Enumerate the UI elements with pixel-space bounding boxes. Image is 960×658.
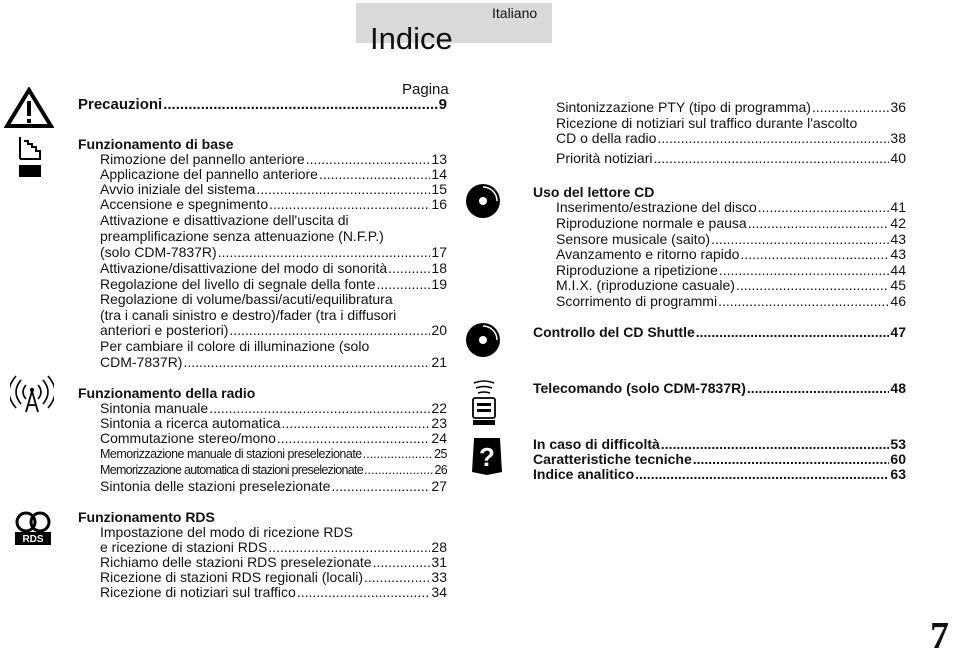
hand-icon	[16, 135, 44, 179]
toc-entry[interactable]: Sintonia manuale ..... 22	[100, 401, 447, 416]
toc-entry[interactable]: Regolazione del livello di segnale della fonte ..... 19	[100, 277, 447, 292]
section-heading-lettore-cd: Uso del lettore CD	[533, 184, 655, 200]
toc-entry-text: preamplificazione senza attenuazione (N.F.P.)	[100, 228, 384, 244]
section-heading-funzionamento-base: Funzionamento di base	[78, 136, 234, 152]
section-heading-funzionamento-radio: Funzionamento della radio	[78, 385, 256, 401]
toc-entry[interactable]: Sensore musicale (saito) ..... 43	[556, 232, 906, 247]
svg-text:?: ?	[479, 442, 495, 472]
toc-entry[interactable]: (solo CDM-7837R) ..... 17	[100, 245, 447, 260]
toc-entry[interactable]: Applicazione del pannello anteriore ..... 14	[100, 167, 447, 182]
warning-icon	[4, 87, 54, 129]
toc-entry[interactable]: Accensione e spegnimento ..... 16	[100, 197, 447, 212]
question-icon	[470, 436, 504, 476]
toc-entry-text: Attivazione e disattivazione dell'uscita di	[100, 212, 349, 228]
toc-entry[interactable]: Riproduzione a ripetizione ..... 44	[556, 263, 906, 278]
language-label: Italiano	[492, 5, 538, 21]
remote-control-icon	[470, 380, 498, 426]
page-number: 7	[930, 615, 949, 657]
toc-entry-text: (tra i canali sinistro e destro)/fader (tra i diffusori	[100, 307, 397, 323]
toc-entry[interactable]: Ricezione di stazioni RDS regionali (locali) ..... 33	[100, 570, 447, 585]
radio-signal-icon	[10, 375, 54, 413]
toc-entry[interactable]: Sintonia a ricerca automatica ..... 23	[100, 416, 447, 431]
toc-entry-text: Regolazione di volume/bassi/acuti/equilibratura	[100, 291, 393, 307]
toc-entry-precauzioni[interactable]: Precauzioni ..... 9	[78, 97, 447, 112]
toc-entry[interactable]: Ricezione di notiziari sul traffico ..... 34	[100, 585, 447, 600]
section-heading-funzionamento-rds: Funzionamento RDS	[78, 509, 215, 525]
toc-entry[interactable]: M.I.X. (riproduzione casuale) ..... 45	[556, 278, 906, 293]
toc-entry[interactable]: Riproduzione normale e pausa ..... 42	[556, 216, 906, 231]
toc-entry[interactable]: Sintonia delle stazioni preselezionate ..... 27	[100, 479, 447, 494]
toc-entry[interactable]: Avvio iniziale del sistema ..... 15	[100, 182, 447, 197]
toc-entry[interactable]: Richiamo delle stazioni RDS preselezionate ..... 31	[100, 555, 447, 570]
toc-entry-text: Impostazione del modo di ricezione RDS	[100, 524, 353, 540]
cd-shuttle-icon	[465, 322, 501, 358]
toc-entry-cd-shuttle[interactable]: Controllo del CD Shuttle ..... 47	[533, 325, 906, 340]
toc-entry[interactable]: Rimozione del pannello anteriore ..... 13	[100, 152, 447, 167]
toc-entry[interactable]: Priorità notiziari ..... 40	[556, 151, 906, 166]
page-title: Indice	[370, 21, 453, 56]
toc-entry[interactable]: e ricezione di stazioni RDS ..... 28	[100, 540, 447, 555]
toc-entry[interactable]: Inserimento/estrazione del disco ..... 41	[556, 200, 906, 215]
toc-entry[interactable]: Avanzamento e ritorno rapido ..... 43	[556, 247, 906, 262]
toc-entry[interactable]: Commutazione stereo/mono ..... 24	[100, 431, 447, 446]
pagina-label: Pagina	[402, 81, 449, 98]
toc-entry[interactable]: anteriori e posteriori) ..... 20	[100, 323, 447, 338]
toc-entry-text: Ricezione di notiziari sul traffico durante l'ascolto	[556, 115, 858, 131]
toc-entry[interactable]: CDM-7837R) ..... 21	[100, 355, 447, 370]
toc-entry[interactable]: Scorrimento di programmi ..... 46	[556, 294, 906, 309]
toc-entry[interactable]: Attivazione/disattivazione del modo di sonorità ..... 18	[100, 261, 447, 276]
rds-logo-icon	[14, 508, 52, 546]
toc-entry-text: Per cambiare il colore di illuminazione (solo	[100, 338, 370, 354]
toc-entry[interactable]: Memorizzazione automatica di stazioni preselezionate ..... 26	[100, 463, 447, 478]
svg-text:RDS: RDS	[22, 534, 44, 545]
toc-entry[interactable]: Sintonizzazione PTY (tipo di programma) ..... 36	[556, 100, 906, 115]
toc-entry-caratteristiche[interactable]: Caratteristiche tecniche ..... 60	[533, 452, 906, 467]
toc-entry[interactable]: Memorizzazione manuale di stazioni preselezionate ..... 25	[100, 447, 447, 462]
toc-entry-difficolta[interactable]: In caso di difficoltà ..... 53	[533, 437, 906, 452]
toc-entry-telecomando[interactable]: Telecomando (solo CDM-7837R) ..... 48	[533, 381, 906, 396]
toc-entry[interactable]: CD o della radio ..... 38	[556, 131, 906, 146]
toc-entry-indice-analitico[interactable]: Indice analitico ..... 63	[533, 467, 906, 482]
cd-icon	[465, 183, 501, 219]
